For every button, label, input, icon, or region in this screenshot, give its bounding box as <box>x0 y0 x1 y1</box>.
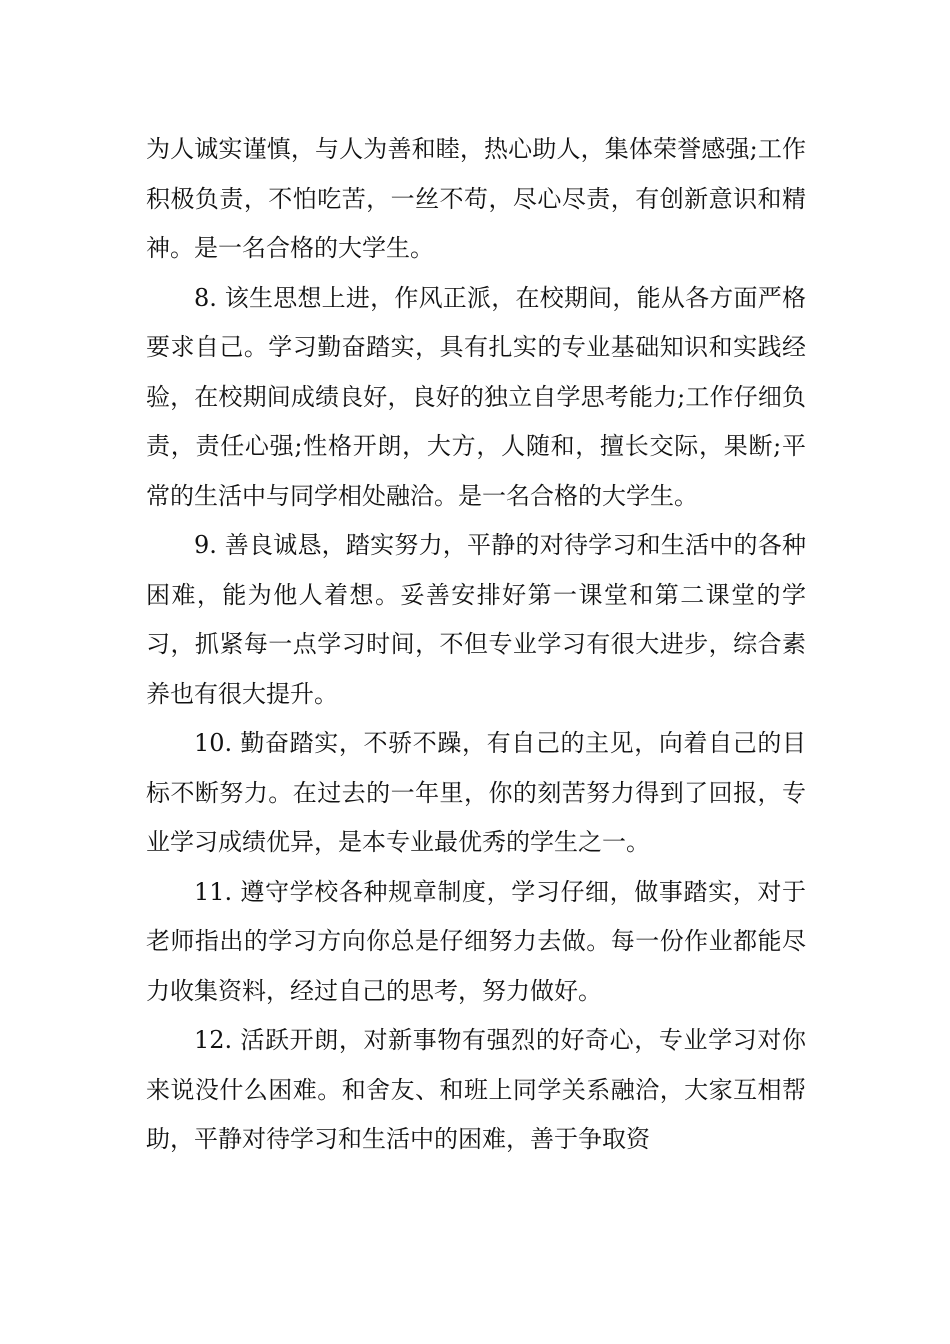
paragraph-continuation: 为人诚实谨慎，与人为善和睦，热心助人，集体荣誉感强;工作积极负责，不怕吃苦，一丝不苟，尽心尽责，有创新意识和精神。是一名合格的大学生。 <box>146 135 806 262</box>
paragraph-item-8: 8. 该生思想上进，作风正派，在校期间，能从各方面严格要求自己。学习勤奋踏实，具有扎实的专业基础知识和实践经验，在校期间成绩良好，良好的独立自学思考能力;工作仔细负责，责任心强;性格开朗，大方，人随和，擅长交际，果断;平常的生活中与同学相处融洽。是一名合格的大学生。 <box>146 283 806 510</box>
document-body <box>146 125 806 1165</box>
paragraph-item-12: 12. 活跃开朗，对新事物有强烈的好奇心，专业学习对你来说没什么困难。和舍友、和班上同学关系融洽，大家互相帮助，平静对待学习和生活中的困难，善于争取资 <box>146 1026 806 1153</box>
paragraph-item-10: 10. 勤奋踏实，不骄不躁，有自己的主见，向着自己的目标不断努力。在过去的一年里，你的刻苦努力得到了回报，专业学习成绩优异，是本专业最优秀的学生之一。 <box>146 729 806 856</box>
paragraph-item-11: 11. 遵守学校各种规章制度，学习仔细，做事踏实，对于老师指出的学习方向你总是仔细努力去做。每一份作业都能尽力收集资料，经过自己的思考，努力做好。 <box>146 877 806 1005</box>
paragraph-item-9: 9. 善良诚恳，踏实努力，平静的对待学习和生活中的各种困难，能为他人着想。妥善安排好第一课堂和第二课堂的学习，抓紧每一点学习时间，不但专业学习有很大进步，综合素养也有很大提升。 <box>146 531 806 708</box>
